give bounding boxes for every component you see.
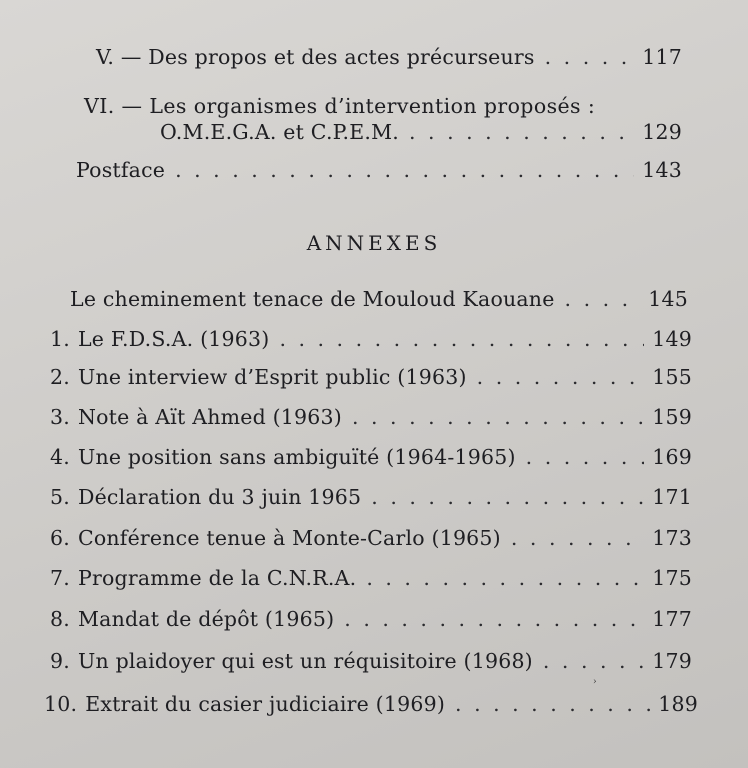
toc-entry-number: 8. (50, 607, 70, 631)
toc-entry-label: Mandat de dépôt (1965) (77, 607, 335, 631)
toc-entry-label: O.M.E.G.A. et C.P.E.M. (160, 120, 400, 144)
dot-leader (543, 648, 644, 674)
toc-entry-annex-2 (50, 364, 692, 390)
toc-entry-annex-3 (50, 404, 692, 430)
toc-entry-label: Extrait du casier judiciaire (1969) (85, 692, 446, 716)
toc-entry-chapter-6 (160, 119, 682, 145)
toc-entry-page: 159 (652, 405, 692, 429)
toc-entry-page: 145 (648, 287, 688, 311)
toc-entry-page: 155 (652, 365, 692, 389)
toc-entry-page: 189 (658, 692, 698, 716)
toc-entry-postface (76, 157, 682, 183)
toc-entry-annex-9 (50, 648, 692, 674)
dot-leader (511, 525, 644, 551)
toc-entry-page: 173 (652, 526, 692, 550)
toc-entry-annex-6 (50, 525, 692, 551)
toc-entry-number: 1. (50, 327, 70, 351)
toc-entry-label: Conférence tenue à Monte-Carlo (1965) (77, 526, 501, 550)
toc-entry-annex-intro (70, 286, 688, 312)
dot-leader (565, 286, 640, 312)
toc-entry-number: 6. (50, 526, 70, 550)
toc-entry-label: Déclaration du 3 juin 1965 (77, 485, 362, 509)
toc-entry-annex-1 (50, 326, 692, 352)
toc-entry-label: Le F.D.S.A. (1963) (77, 327, 270, 351)
toc-entry-chapter-6-line1: VI. — Les organismes d’intervention proposés : (84, 94, 596, 118)
toc-entry-label: Un plaidoyer qui est un réquisitoire (1968) (77, 649, 533, 673)
dot-leader (344, 606, 644, 632)
toc-entry-page: 129 (642, 120, 682, 144)
toc-entry-number: 5. (50, 485, 70, 509)
dot-leader (279, 326, 644, 352)
toc-entry-annex-8 (50, 606, 692, 632)
dot-leader (409, 119, 634, 145)
toc-entry-page: 179 (652, 649, 692, 673)
annexes-heading: ANNEXES (306, 231, 442, 255)
toc-entry-page: 143 (642, 158, 682, 182)
dot-leader (371, 484, 644, 510)
dot-leader (175, 157, 634, 183)
toc-entry-label: Une interview d’Esprit public (1963) (77, 365, 467, 389)
toc-entry-page: 175 (652, 566, 692, 590)
toc-entry-label: V. — Des propos et des actes précurseurs (96, 45, 535, 69)
dot-leader (455, 691, 650, 717)
dot-leader (366, 565, 644, 591)
toc-entry-chapter-5 (96, 44, 682, 70)
ink-speck: › (593, 677, 597, 687)
dot-leader (545, 44, 634, 70)
toc-entry-page: 149 (652, 327, 692, 351)
toc-entry-number: 2. (50, 365, 70, 389)
toc-entry-page: 177 (652, 607, 692, 631)
toc-entry-annex-7 (50, 565, 692, 591)
dot-leader (526, 444, 644, 470)
toc-entry-label: Note à Aït Ahmed (1963) (77, 405, 342, 429)
toc-entry-label: Postface (76, 158, 166, 182)
dot-leader (477, 364, 644, 390)
toc-entry-number: 7. (50, 566, 70, 590)
toc-entry-page: 171 (652, 485, 692, 509)
toc-entry-label: Le cheminement tenace de Mouloud Kaouane (70, 287, 555, 311)
toc-entry-number: 3. (50, 405, 70, 429)
toc-entry-annex-5 (50, 484, 692, 510)
toc-entry-annex-10 (44, 691, 698, 717)
toc-entry-number: 10. (44, 692, 78, 716)
toc-entry-page: 117 (642, 45, 682, 69)
dot-leader (352, 404, 644, 430)
toc-entry-label: Programme de la C.N.R.A. (77, 566, 357, 590)
toc-entry-number: 4. (50, 445, 70, 469)
toc-entry-label: Une position sans ambiguïté (1964-1965) (77, 445, 516, 469)
toc-entry-number: 9. (50, 649, 70, 673)
toc-entry-page: 169 (652, 445, 692, 469)
toc-entry-annex-4 (50, 444, 692, 470)
